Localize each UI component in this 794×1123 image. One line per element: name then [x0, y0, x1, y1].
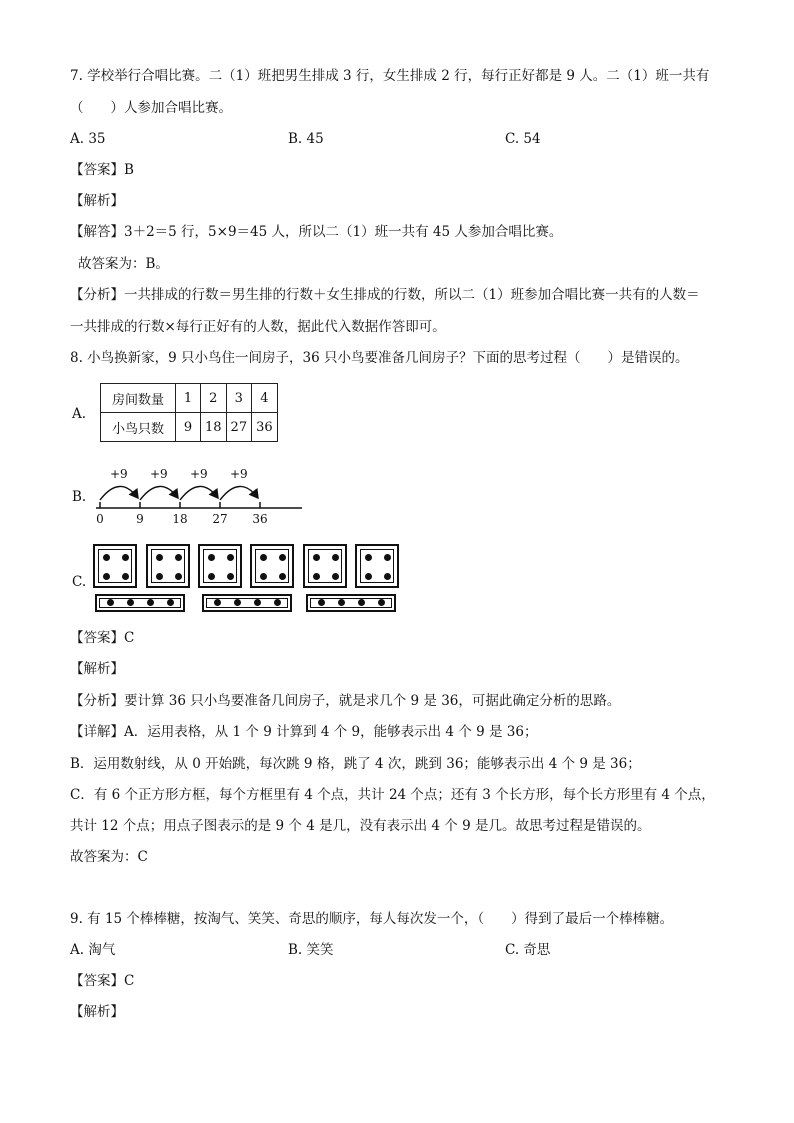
- dot: [127, 599, 134, 606]
- dot: [156, 573, 163, 580]
- dot: [338, 599, 345, 606]
- q7-solution: 【解答】3＋2＝5 行，5×9＝45 人，所以二（1）班一共有 45 人参加合唱比赛。: [70, 224, 563, 240]
- q7-analysis-line1: 【分析】一共排成的行数＝男生排的行数＋女生排成的行数，所以二（1）班参加合唱比赛一共有的人数＝: [70, 287, 700, 303]
- dot: [279, 573, 286, 580]
- q8-answer: 【答案】C: [70, 630, 135, 646]
- q8-detail-a: 【详解】A．运用表格，从 1 个 9 计算到 4 个 9，能够表示出 4 个 9 是 36；: [70, 724, 538, 740]
- q9-option-c: C. 奇思: [505, 942, 551, 958]
- dot: [260, 554, 267, 561]
- dot: [365, 573, 372, 580]
- dot: [208, 573, 215, 580]
- dot: [274, 599, 281, 606]
- number-line-tick-label: 9: [136, 512, 144, 526]
- number-line-tick-label: 0: [96, 512, 104, 526]
- dot: [279, 554, 286, 561]
- number-line-jump-label: +9: [230, 467, 248, 481]
- number-line-jump-label: +9: [150, 467, 168, 481]
- table-cell: 3: [226, 384, 252, 413]
- number-line-jump-label: +9: [110, 467, 128, 481]
- table-row: [101, 413, 278, 442]
- dot: [358, 599, 365, 606]
- dot-square: [198, 544, 242, 588]
- q8-analysis: 【分析】要计算 36 只小鸟要准备几间房子，就是求几个 9 是 36，可据此确定分析的思路。: [70, 693, 621, 709]
- dot-square: [303, 544, 347, 588]
- dot-square: [93, 544, 137, 588]
- table-cell: 18: [201, 413, 227, 442]
- dot: [227, 573, 234, 580]
- dot: [107, 599, 114, 606]
- q8-option-a-label: A.: [72, 406, 87, 422]
- dot-square: [355, 544, 399, 588]
- dot: [175, 573, 182, 580]
- dot: [313, 573, 320, 580]
- q7-stem-line1: 7. 学校举行合唱比赛。二（1）班把男生排成 3 行，女生排成 2 行，每行正好都是 9 人。二（1）班一共有: [70, 68, 710, 84]
- table-cell: 1: [176, 384, 201, 413]
- q7-stem-line2: （ ）人参加合唱比赛。: [70, 100, 232, 116]
- dot: [122, 554, 129, 561]
- q9-answer: 【答案】C: [70, 973, 135, 989]
- q9-option-a: A. 淘气: [70, 942, 116, 958]
- dot-square: [250, 544, 294, 588]
- number-line-jump-label: +9: [190, 467, 208, 481]
- table-cell: 9: [176, 413, 201, 442]
- dot: [332, 554, 339, 561]
- dot: [103, 554, 110, 561]
- number-line-jump-arc: [220, 486, 258, 500]
- number-line-jump-arc: [100, 486, 138, 500]
- dot: [147, 599, 154, 606]
- dot: [384, 554, 391, 561]
- dot: [122, 573, 129, 580]
- dot-rectangle: [202, 594, 292, 612]
- q7-option-a: A. 35: [70, 131, 106, 147]
- q9-stem: 9. 有 15 个棒棒糖，按淘气、笑笑、奇思的顺序，每人每次发一个，（ ）得到了最后一个棒棒糖。: [70, 911, 674, 927]
- table-cell: 4: [252, 384, 278, 413]
- dot: [227, 554, 234, 561]
- q8-conclusion: 故答案为：C: [70, 849, 148, 865]
- dot: [318, 599, 325, 606]
- q9-option-b: B. 笑笑: [288, 942, 334, 958]
- dot: [175, 554, 182, 561]
- table-cell: 房间数量: [101, 384, 176, 413]
- q7-analysis-line2: 一共排成的行数×每行正好有的人数，据此代入数据作答即可。: [70, 319, 446, 335]
- q8-detail-b: B．运用数射线，从 0 开始跳，每次跳 9 格，跳了 4 次，跳到 36；能够表示出 4 个 9 是 36；: [70, 756, 641, 772]
- q8-stem: 8. 小鸟换新家，9 只小鸟住一间房子，36 只小鸟要准备几间房子？下面的思考过程（ ）是错误的。: [70, 350, 689, 366]
- q9-analysis-title: 【解析】: [70, 1004, 124, 1020]
- dot: [214, 599, 221, 606]
- q7-option-c: C. 54: [505, 131, 541, 147]
- number-line-tick-label: 18: [172, 512, 188, 526]
- q8-detail-c2: 共计 12 个点；用点子图表示的是 9 个 4 是几，没有表示出 4 个 9 是几。故思考过程是错误的。: [70, 818, 651, 834]
- q7-option-b: B. 45: [288, 131, 324, 147]
- table-row: [101, 384, 278, 413]
- dot: [384, 573, 391, 580]
- number-line-jump-arc: [140, 486, 178, 500]
- dot: [103, 573, 110, 580]
- q8-option-b-label: B.: [72, 489, 87, 505]
- dot: [365, 554, 372, 561]
- q7-answer: 【答案】B: [70, 162, 134, 178]
- number-line-jump-arc: [180, 486, 218, 500]
- number-line-tick-label: 36: [252, 512, 268, 526]
- dot: [208, 554, 215, 561]
- table-cell: 2: [201, 384, 227, 413]
- q7-conclusion: 故答案为：B。: [78, 256, 169, 272]
- q8-detail-c1: C．有 6 个正方形方框，每个方框里有 4 个点，共计 24 个点；还有 3 个长方形，每个长方形里有 4 个点，: [70, 787, 715, 803]
- dot: [332, 573, 339, 580]
- dot: [254, 599, 261, 606]
- q8-analysis-title: 【解析】: [70, 661, 124, 677]
- q7-analysis-title: 【解析】: [70, 193, 124, 209]
- dot: [313, 554, 320, 561]
- dot: [234, 599, 241, 606]
- q8-option-c-label: C.: [72, 574, 87, 590]
- number-line-tick-label: 27: [212, 512, 228, 526]
- dot: [260, 573, 267, 580]
- dot: [156, 554, 163, 561]
- dot-rectangle: [306, 594, 396, 612]
- dot-square: [146, 544, 190, 588]
- table-cell: 27: [226, 413, 252, 442]
- q8-option-a-table: [100, 383, 278, 442]
- dot: [378, 599, 385, 606]
- dot: [167, 599, 174, 606]
- table-cell: 小鸟只数: [101, 413, 176, 442]
- table-cell: 36: [252, 413, 278, 442]
- dot-rectangle: [95, 594, 185, 612]
